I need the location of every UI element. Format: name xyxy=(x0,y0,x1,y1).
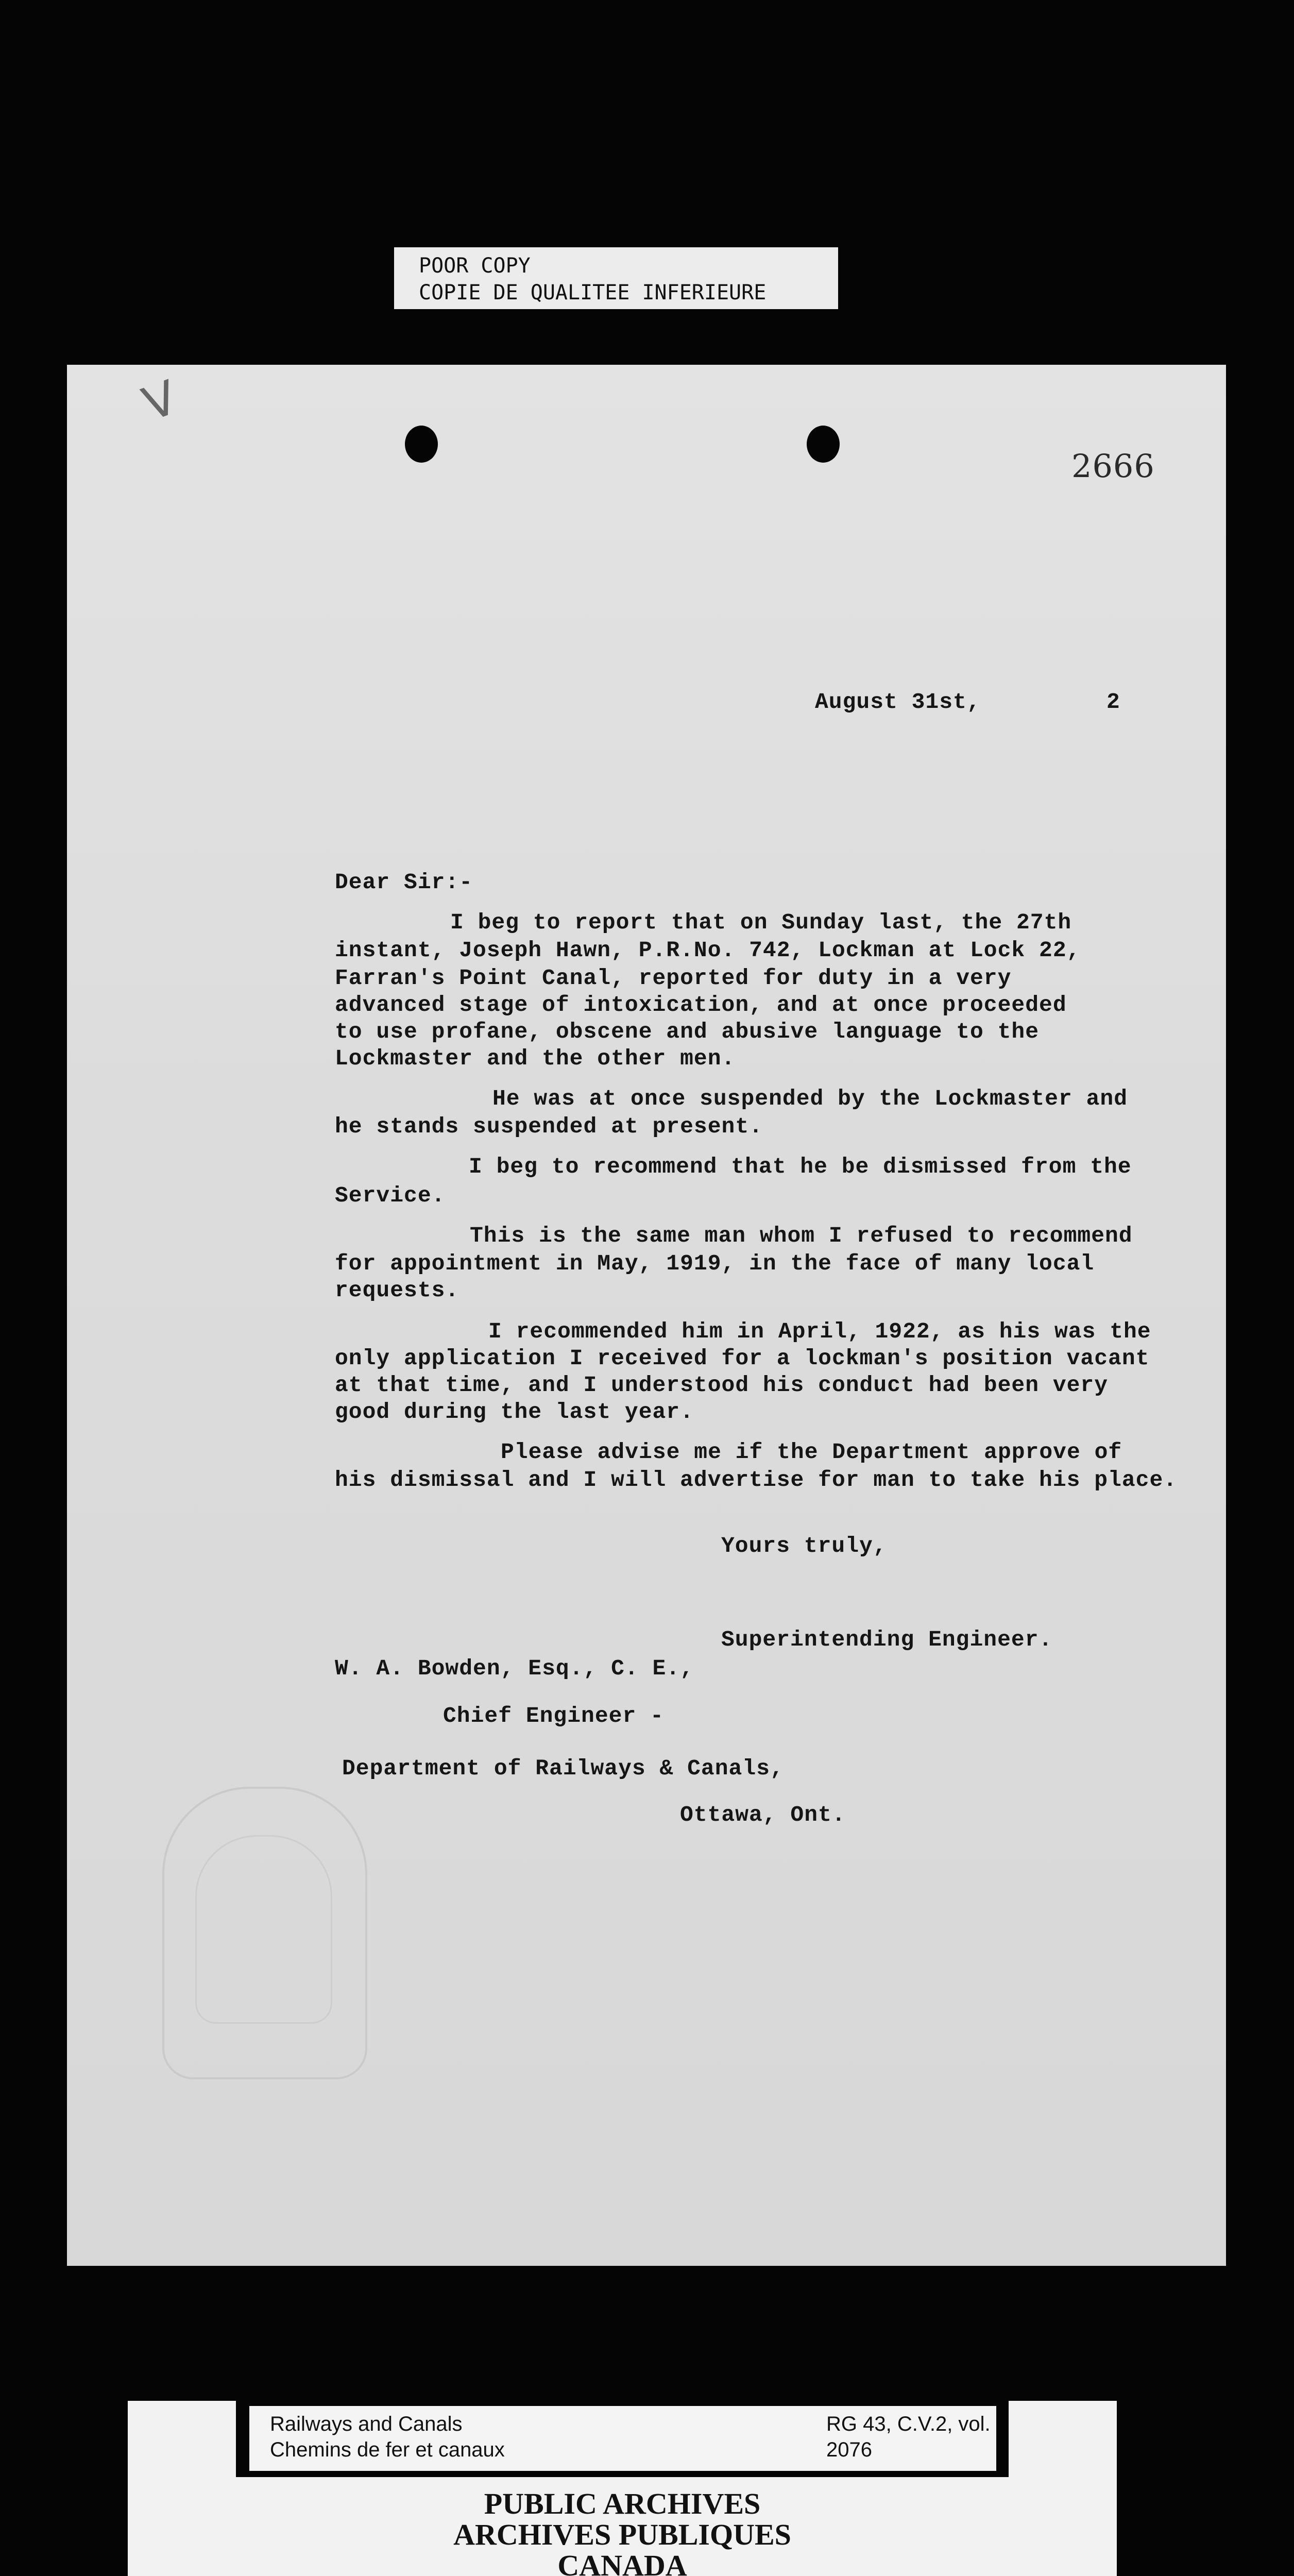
archives-title xyxy=(128,2488,1117,2576)
body-line: good during the last year. xyxy=(335,1399,694,1425)
punch-hole-left xyxy=(405,426,438,463)
faint-seal-impression xyxy=(162,1787,367,2079)
body-line: I beg to recommend that he be dismissed from the xyxy=(469,1154,1132,1179)
body-line: This is the same man whom I refused to recommend xyxy=(470,1223,1133,1248)
corner-check-mark: V xyxy=(135,370,184,432)
closing: Yours truly, xyxy=(721,1533,887,1558)
body-line: Please advise me if the Department approve of xyxy=(501,1439,1122,1465)
page-number: 2 xyxy=(1106,689,1120,715)
archives-fr: ARCHIVES PUBLIQUES xyxy=(453,2518,791,2551)
signature-title: Superintending Engineer. xyxy=(721,1627,1053,1652)
body-line: requests. xyxy=(335,1278,459,1303)
body-line: for appointment in May, 1919, in the face of many local xyxy=(335,1251,1095,1276)
label-reference-box xyxy=(249,2406,996,2471)
addressee-title: Chief Engineer - xyxy=(443,1703,664,1728)
addressee-city: Ottawa, Ont. xyxy=(680,1802,846,1827)
poor-copy-stamp xyxy=(394,247,838,309)
poor-copy-line-en: POOR COPY xyxy=(419,254,531,278)
addressee-department: Department of Railways & Canals, xyxy=(342,1756,784,1781)
archives-en: PUBLIC ARCHIVES xyxy=(484,2487,761,2520)
body-line: instant, Joseph Hawn, P.R.No. 742, Lockman at Lock 22, xyxy=(335,938,1081,963)
body-line: I recommended him in April, 1922, as his was the xyxy=(488,1319,1151,1344)
archives-country: CANADA xyxy=(557,2549,687,2576)
archive-label xyxy=(128,2401,1117,2576)
collection-en: Railways and Canals xyxy=(270,2413,463,2435)
body-line: Service. xyxy=(335,1183,446,1208)
addressee-name: W. A. Bowden, Esq., C. E., xyxy=(335,1656,694,1681)
body-line: his dismissal and I will advertise for man to take his place. xyxy=(335,1467,1178,1493)
body-line: Lockmaster and the other men. xyxy=(335,1046,736,1071)
body-line: He was at once suspended by the Lockmaster and xyxy=(492,1086,1128,1111)
punch-hole-right xyxy=(807,426,840,463)
letter-date: August 31st, xyxy=(815,689,981,715)
body-line: I beg to report that on Sunday last, the 27th xyxy=(450,910,1072,935)
body-line: to use profane, obscene and abusive language to the xyxy=(335,1019,1040,1044)
salutation: Dear Sir:- xyxy=(335,870,473,895)
folio-number: 2666 xyxy=(1071,447,1155,485)
poor-copy-line-fr: COPIE DE QUALITEE INFERIEURE xyxy=(419,281,767,304)
body-line: at that time, and I understood his conduct had been very xyxy=(335,1372,1109,1398)
body-line: he stands suspended at present. xyxy=(335,1114,763,1139)
body-line: Farran's Point Canal, reported for duty in a very xyxy=(335,965,1012,991)
body-line: advanced stage of intoxication, and at once proceeded xyxy=(335,992,1067,1018)
reference-number: RG 43, C.V.2, vol. 2076 xyxy=(826,2413,991,2461)
body-line: only application I received for a lockman's position vacant xyxy=(335,1346,1150,1371)
collection-fr: Chemins de fer et canaux xyxy=(270,2438,505,2461)
letter-sheet xyxy=(67,365,1226,2266)
